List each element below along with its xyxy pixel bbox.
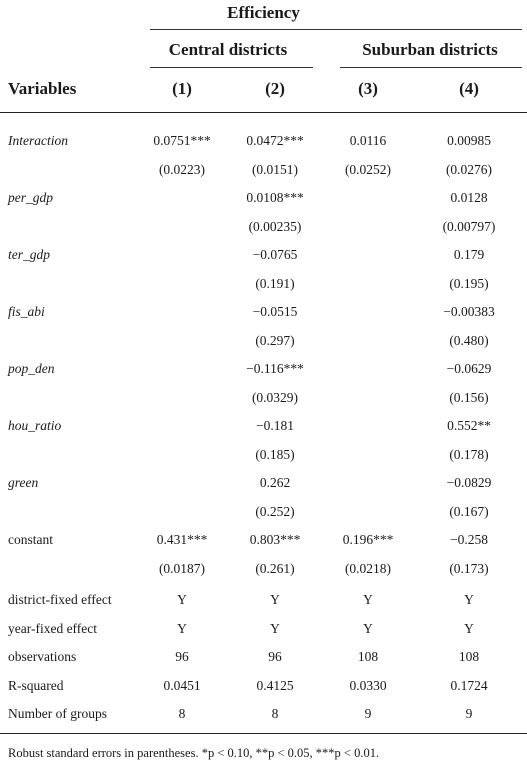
std-error-cell: (0.0218) <box>344 561 392 576</box>
std-error-cell: (0.167) <box>449 504 489 519</box>
stat-cell: 108 <box>357 649 379 664</box>
header-col-4: (4) <box>459 79 479 98</box>
coefficient-cell: 0.00985 <box>447 133 491 148</box>
table-note: Robust standard errors in parentheses. *p < 0.10, **p < 0.05, ***p < 0.01. <box>8 746 380 760</box>
coefficient-cell: −0.116*** <box>246 361 304 376</box>
rule-central <box>150 67 313 68</box>
rule-header-bottom <box>0 112 527 113</box>
std-error-cell: (0.00797) <box>442 219 496 234</box>
stat-cell: Y <box>270 592 280 607</box>
stat-cell: Y <box>177 621 187 636</box>
header-central: Central districts <box>168 40 288 59</box>
std-error-cell: (0.195) <box>449 276 489 291</box>
stat-cell: Y <box>363 592 373 607</box>
stat-cell: 9 <box>465 706 473 721</box>
coefficient-cell: 0.0472*** <box>246 133 304 148</box>
stat-cell: Y <box>177 592 187 607</box>
header-col-2: (2) <box>265 79 285 98</box>
coefficient-cell: 0.196*** <box>342 532 394 547</box>
std-error-cell: (0.0151) <box>251 162 299 177</box>
stat-cell: Y <box>464 621 474 636</box>
variable-label: hou_ratio <box>8 418 62 433</box>
coefficient-cell: −0.0829 <box>446 475 492 490</box>
stat-cell: 9 <box>364 706 372 721</box>
stat-cell: 96 <box>175 649 189 664</box>
std-error-cell: (0.185) <box>255 447 295 462</box>
stat-cell: Y <box>363 621 373 636</box>
std-error-cell: (0.0187) <box>158 561 206 576</box>
variable-label: constant <box>8 532 53 547</box>
std-error-cell: (0.173) <box>449 561 489 576</box>
stat-cell: Y <box>270 621 280 636</box>
stat-cell: 0.4125 <box>256 678 294 693</box>
stat-label: R-squared <box>8 678 64 693</box>
stat-label: district-fixed effect <box>8 592 112 607</box>
stat-cell: 0.1724 <box>450 678 488 693</box>
rule-table-bottom <box>0 733 527 734</box>
coefficient-cell: 0.803*** <box>249 532 301 547</box>
header-col-1: (1) <box>172 79 192 98</box>
std-error-cell: (0.0276) <box>445 162 493 177</box>
coefficient-cell: −0.0629 <box>446 361 492 376</box>
stat-cell: 0.0451 <box>163 678 201 693</box>
std-error-cell: (0.0329) <box>251 390 299 405</box>
std-error-cell: (0.480) <box>449 333 489 348</box>
stat-cell: 8 <box>178 706 186 721</box>
coefficient-cell: 0.179 <box>453 247 485 262</box>
std-error-cell: (0.00235) <box>248 219 302 234</box>
std-error-cell: (0.178) <box>449 447 489 462</box>
coefficient-cell: 0.0108*** <box>246 190 304 205</box>
std-error-cell: (0.297) <box>255 333 295 348</box>
coefficient-cell: 0.0128 <box>450 190 488 205</box>
header-variables: Variables <box>8 79 77 98</box>
coefficient-cell: 0.552** <box>447 418 491 433</box>
coefficient-cell: −0.181 <box>256 418 294 433</box>
variable-label: ter_gdp <box>8 247 50 262</box>
coefficient-cell: 0.262 <box>259 475 291 490</box>
stat-cell: 96 <box>268 649 282 664</box>
stat-label: Number of groups <box>8 706 107 721</box>
coefficient-cell: 0.0116 <box>349 133 387 148</box>
variable-label: pop_den <box>8 361 55 376</box>
std-error-cell: (0.156) <box>449 390 489 405</box>
coefficient-cell: −0.258 <box>450 532 488 547</box>
stat-cell: 0.0330 <box>349 678 387 693</box>
header-efficiency: Efficiency <box>227 3 300 22</box>
std-error-cell: (0.0223) <box>158 162 206 177</box>
variable-label: green <box>8 475 39 490</box>
stat-cell: 8 <box>271 706 279 721</box>
variable-label: Interaction <box>8 133 68 148</box>
std-error-cell: (0.252) <box>255 504 295 519</box>
rule-suburban <box>340 67 522 68</box>
variable-label: per_gdp <box>8 190 53 205</box>
coefficient-cell: −0.0515 <box>252 304 298 319</box>
coefficient-cell: −0.00383 <box>443 304 495 319</box>
stat-label: year-fixed effect <box>8 621 98 636</box>
stat-label: observations <box>8 649 77 664</box>
rule-efficiency <box>150 29 522 30</box>
header-col-3: (3) <box>358 79 378 98</box>
coefficient-cell: −0.0765 <box>252 247 298 262</box>
variable-label: fis_abi <box>8 304 45 319</box>
stat-cell: Y <box>464 592 474 607</box>
stat-cell: 108 <box>458 649 480 664</box>
std-error-cell: (0.191) <box>255 276 295 291</box>
coefficient-cell: 0.431*** <box>156 532 208 547</box>
std-error-cell: (0.0252) <box>344 162 392 177</box>
std-error-cell: (0.261) <box>255 561 295 576</box>
header-suburban: Suburban districts <box>362 40 498 59</box>
coefficient-cell: 0.0751*** <box>153 133 211 148</box>
